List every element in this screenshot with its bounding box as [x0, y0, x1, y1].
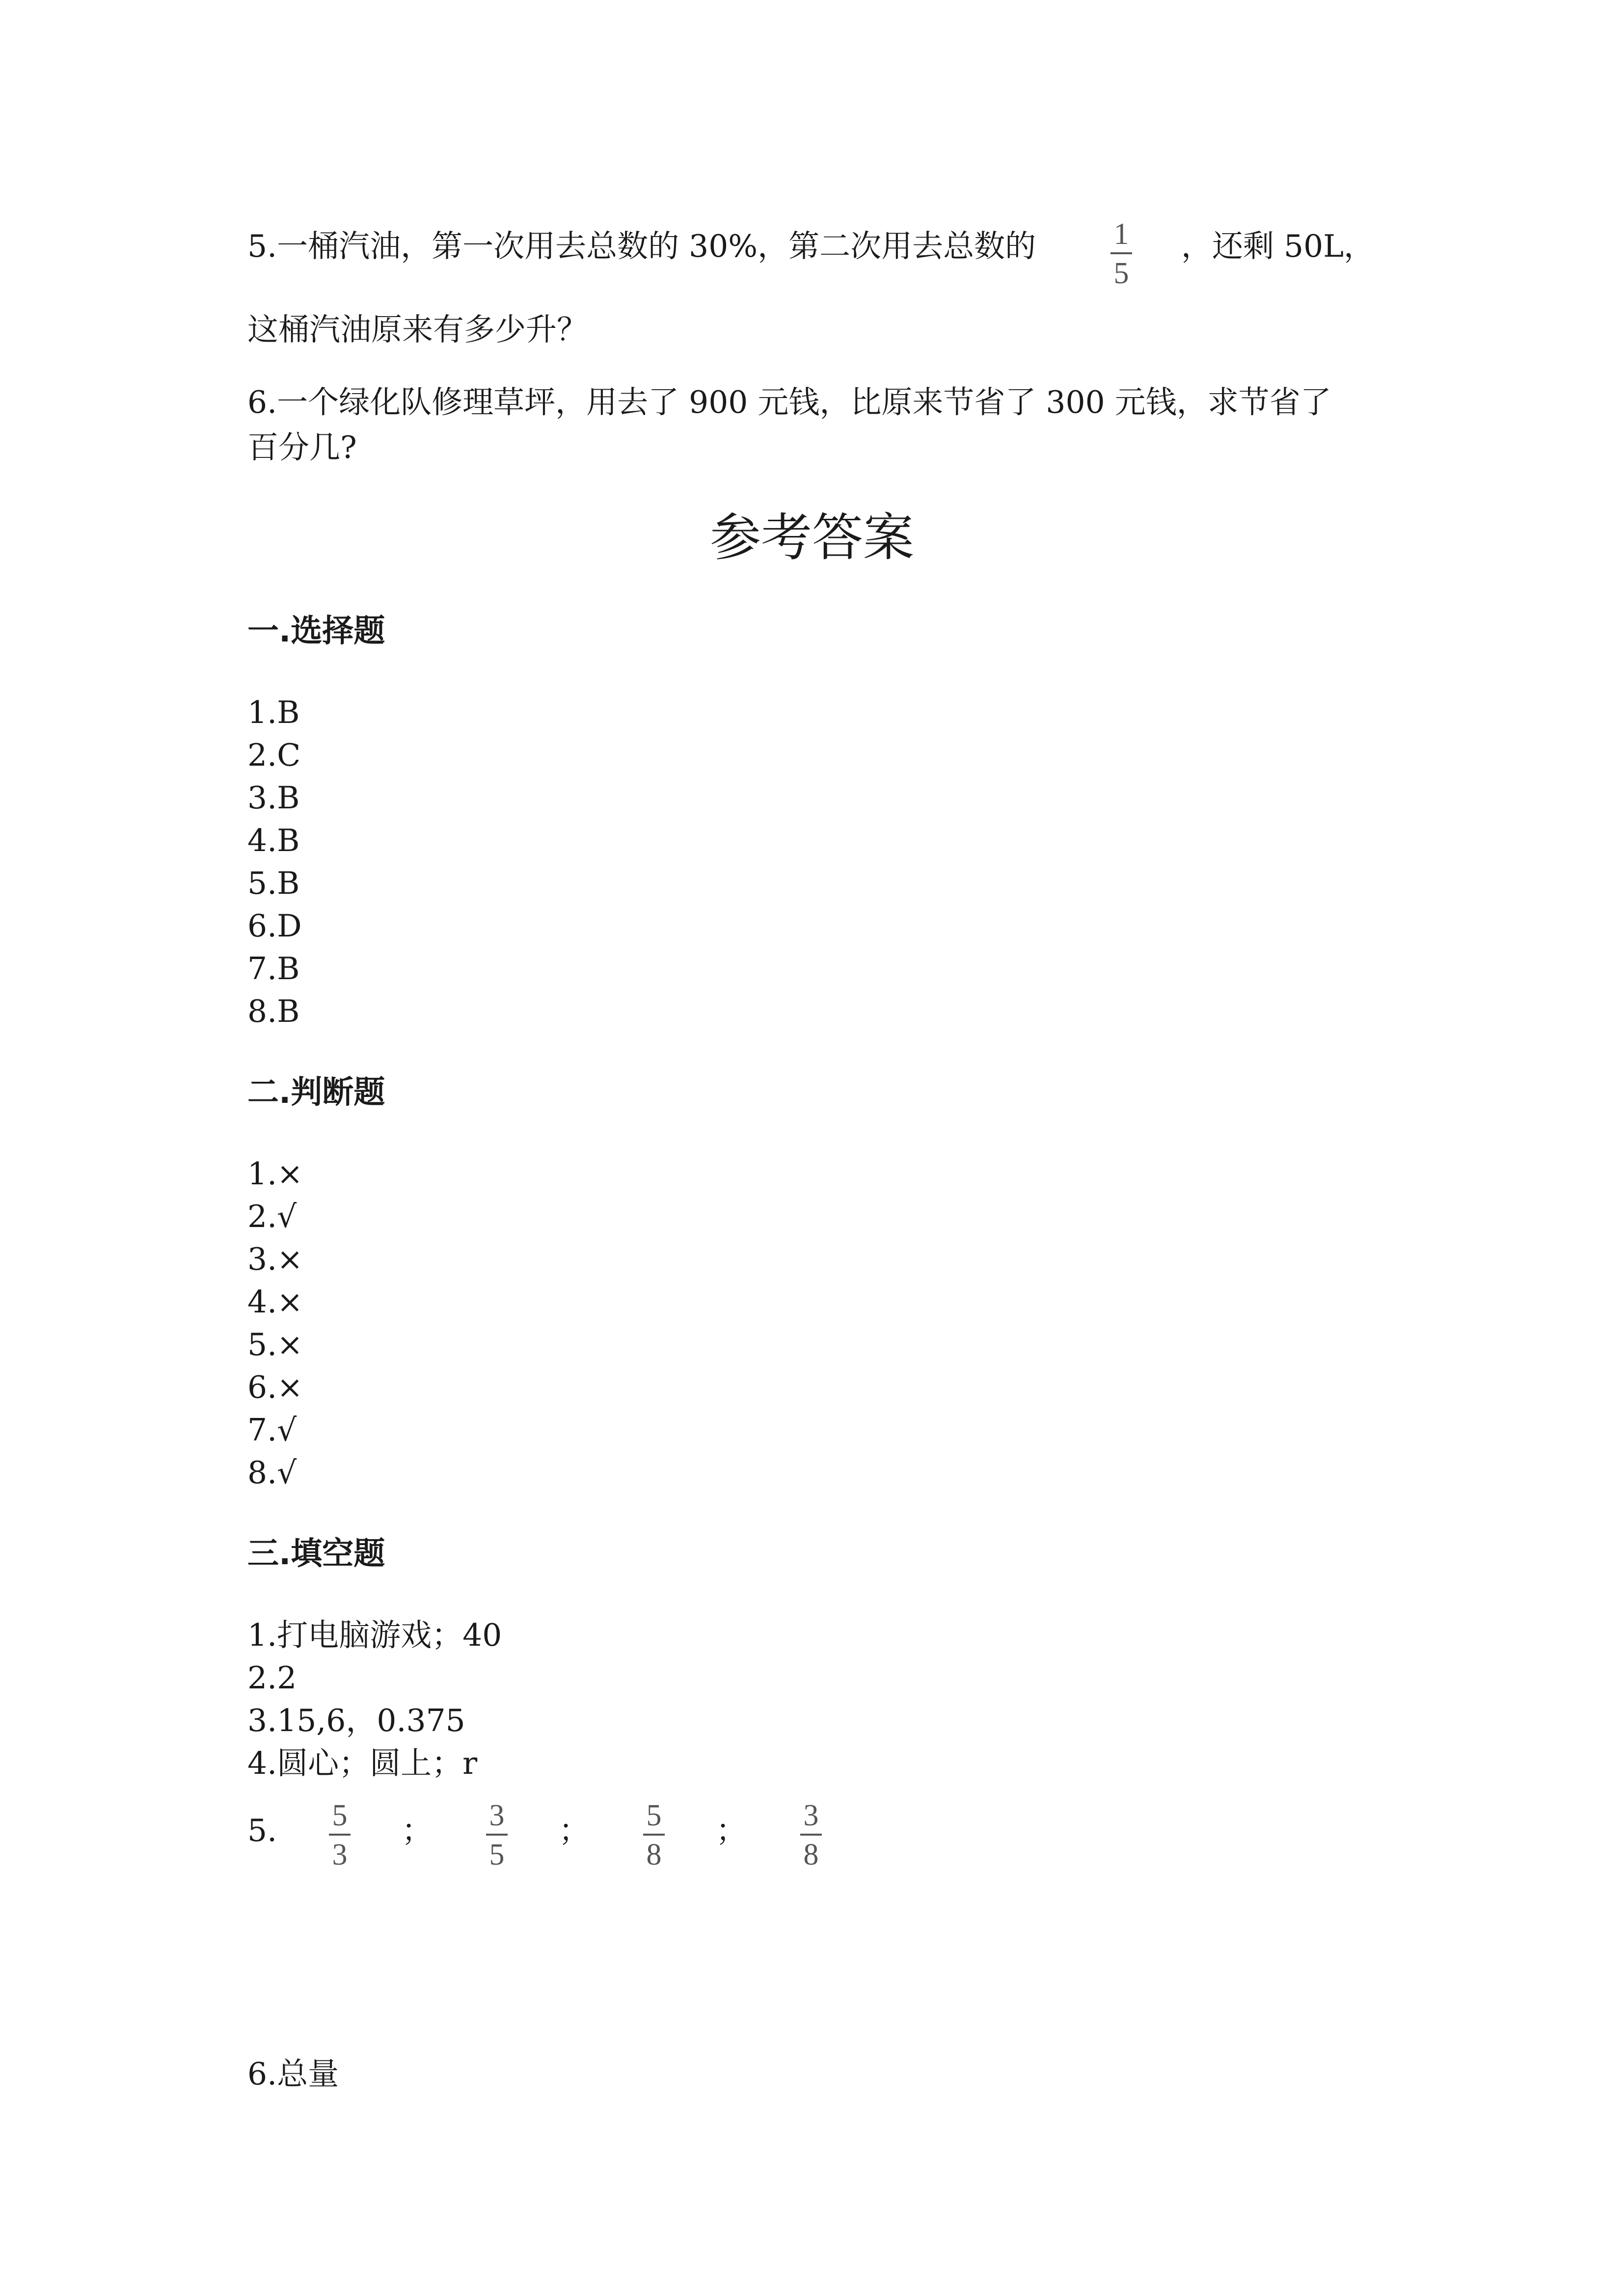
fraction-denominator: 8: [803, 1838, 819, 1871]
s1-answer-7: 7.B: [247, 951, 300, 987]
fraction-bar: [1110, 252, 1132, 254]
s3-answer-5-label: 5.: [247, 1813, 277, 1848]
problem-5-fraction: [1110, 219, 1132, 289]
s1-answer-6: 6.D: [247, 908, 302, 944]
answer-5-fraction-2: [486, 1800, 508, 1870]
fraction-denominator: 3: [332, 1838, 348, 1871]
section-3-heading: 三.填空题: [247, 1536, 385, 1572]
s1-answer-8: 8.B: [247, 993, 300, 1029]
problem-6-line-2: 百分几?: [247, 429, 357, 465]
s2-answer-4: 4.×: [247, 1284, 303, 1320]
s2-answer-8: 8.√: [247, 1455, 297, 1491]
problem-5-line-2: 这桶汽油原来有多少升？: [247, 312, 588, 347]
s3-answer-4: 4.圆心；圆上；r: [247, 1745, 478, 1781]
s3-answer-6: 6.总量: [247, 2056, 339, 2092]
fraction-denominator: 8: [646, 1838, 662, 1871]
fraction-separator: ；: [716, 1813, 747, 1848]
fraction-numerator: 5: [332, 1799, 348, 1832]
answer-5-fraction-1: [329, 1800, 351, 1870]
s3-answer-2: 2.2: [247, 1660, 297, 1696]
problem-6-line-1: 6.一个绿化队修理草坪，用去了 900 元钱，比原来节省了 300 元钱，求节省了: [247, 384, 1331, 420]
s1-answer-3: 3.B: [247, 780, 300, 816]
problem-5-text-end: ，还剩 50L，: [1181, 228, 1375, 264]
fraction-numerator: 5: [646, 1799, 662, 1832]
s2-answer-2: 2.√: [247, 1199, 297, 1234]
s2-answer-1: 1.×: [247, 1156, 303, 1192]
fraction-denominator: 5: [1113, 257, 1129, 290]
fraction-bar: [329, 1834, 351, 1836]
fraction-bar: [800, 1834, 822, 1836]
s2-answer-7: 7.√: [247, 1412, 297, 1448]
fraction-separator: ；: [559, 1813, 590, 1848]
answer-5-fraction-4: [800, 1800, 822, 1870]
s3-answer-3: 3.15,6，0.375: [247, 1703, 465, 1738]
s1-answer-4: 4.B: [247, 823, 300, 858]
fraction-numerator: 3: [803, 1799, 819, 1832]
answer-key-title: 参考答案: [709, 507, 914, 567]
fraction-numerator: 3: [489, 1799, 505, 1832]
answer-5-fraction-3: [643, 1800, 665, 1870]
problem-5-text: 5.一桶汽油，第一次用去总数的 30%，第二次用去总数的: [247, 228, 1036, 264]
section-1-heading: 一.选择题: [247, 613, 385, 649]
s3-answer-1: 1.打电脑游戏；40: [247, 1617, 502, 1653]
fraction-numerator: 1: [1113, 217, 1129, 251]
s2-answer-3: 3.×: [247, 1241, 303, 1277]
fraction-denominator: 5: [489, 1838, 505, 1871]
s1-answer-1: 1.B: [247, 694, 300, 730]
section-2-heading: 二.判断题: [247, 1074, 385, 1111]
fraction-bar: [486, 1834, 508, 1836]
s1-answer-5: 5.B: [247, 865, 300, 901]
s2-answer-5: 5.×: [247, 1327, 303, 1362]
fraction-bar: [643, 1834, 665, 1836]
fraction-separator: ；: [402, 1813, 433, 1848]
s1-answer-2: 2.C: [247, 737, 301, 773]
s2-answer-6: 6.×: [247, 1369, 303, 1405]
